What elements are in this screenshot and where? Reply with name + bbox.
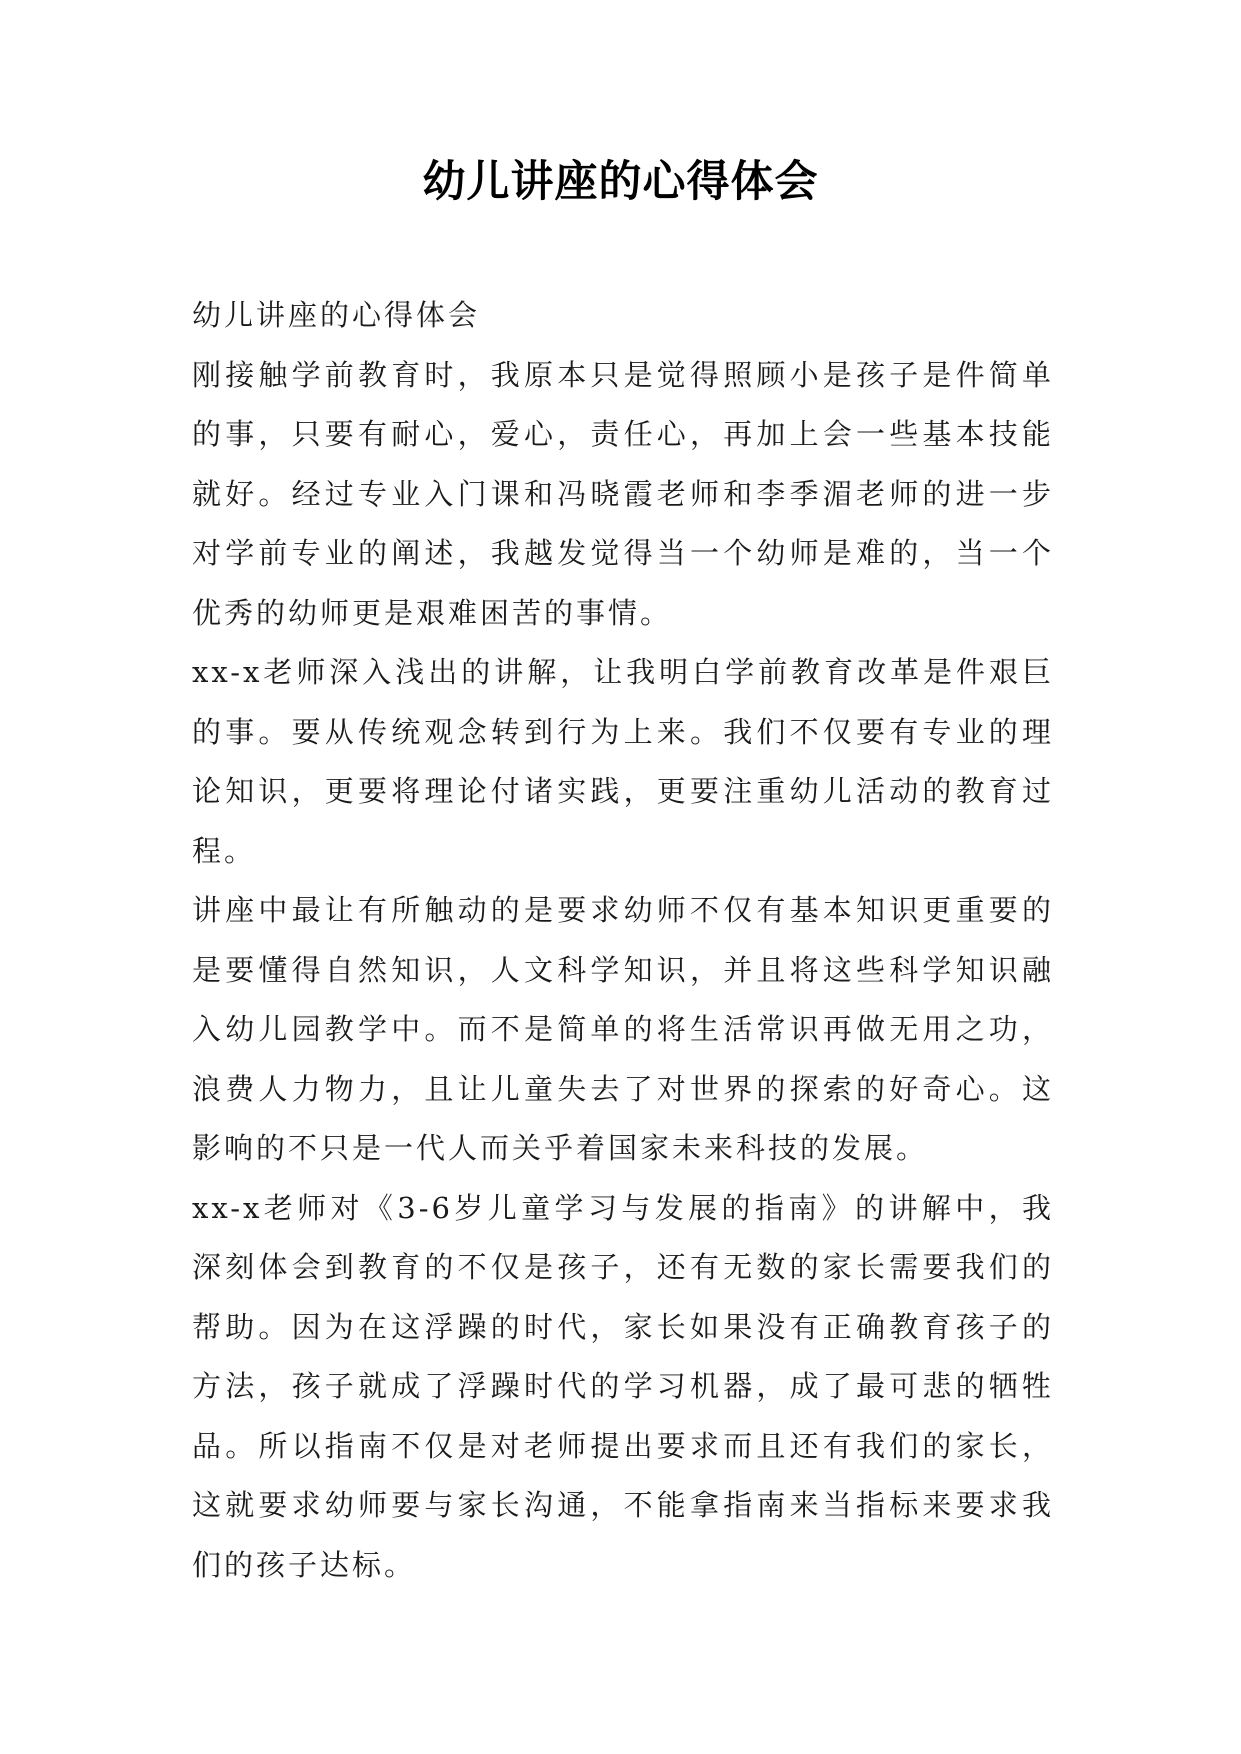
paragraph-4: xx-x老师对《3-6岁儿童学习与发展的指南》的讲解中，我深刻体会到教育的不仅是孩子，还有无数的家长需要我们的帮助。因为在这浮躁的时代，家长如果没有正确教育孩子的方法，孩子就成了浮躁时代的学习机器，成了最可悲的牺牲品。所以指南不仅是对老师提出要求而且还有我们的家长，这就要求幼师要与家长沟通，不能拿指南来当指标来要求我们的孩子达标。 <box>192 1190 1054 1582</box>
paragraph-subtitle: 幼儿讲座的心得体会 <box>192 298 481 332</box>
paragraph-1: 刚接触学前教育时，我原本只是觉得照顾小是孩子是件简单的事，只要有耐心，爱心，责任心，再加上会一些基本技能就好。经过专业入门课和冯晓霞老师和李季湄老师的进一步对学前专业的阐述，我越发觉得当一个幼师是难的，当一个优秀的幼师更是艰难困苦的事情。 <box>192 357 1054 630</box>
document-title: 幼儿讲座的心得体会 <box>422 157 819 207</box>
document-body <box>192 286 1054 1595</box>
paragraph-2: xx-x老师深入浅出的讲解，让我明白学前教育改革是件艰巨的事。要从传统观念转到行为上来。我们不仅要有专业的理论知识，更要将理论付诸实践，更要注重幼儿活动的教育过程。 <box>192 655 1054 868</box>
paragraph-3: 讲座中最让有所触动的是要求幼师不仅有基本知识更重要的是要懂得自然知识，人文科学知识，并且将这些科学知识融入幼儿园教学中。而不是简单的将生活常识再做无用之功，浪费人力物力，且让儿童失去了对世界的探索的好奇心。这影响的不只是一代人而关乎着国家未来科技的发展。 <box>192 893 1054 1165</box>
